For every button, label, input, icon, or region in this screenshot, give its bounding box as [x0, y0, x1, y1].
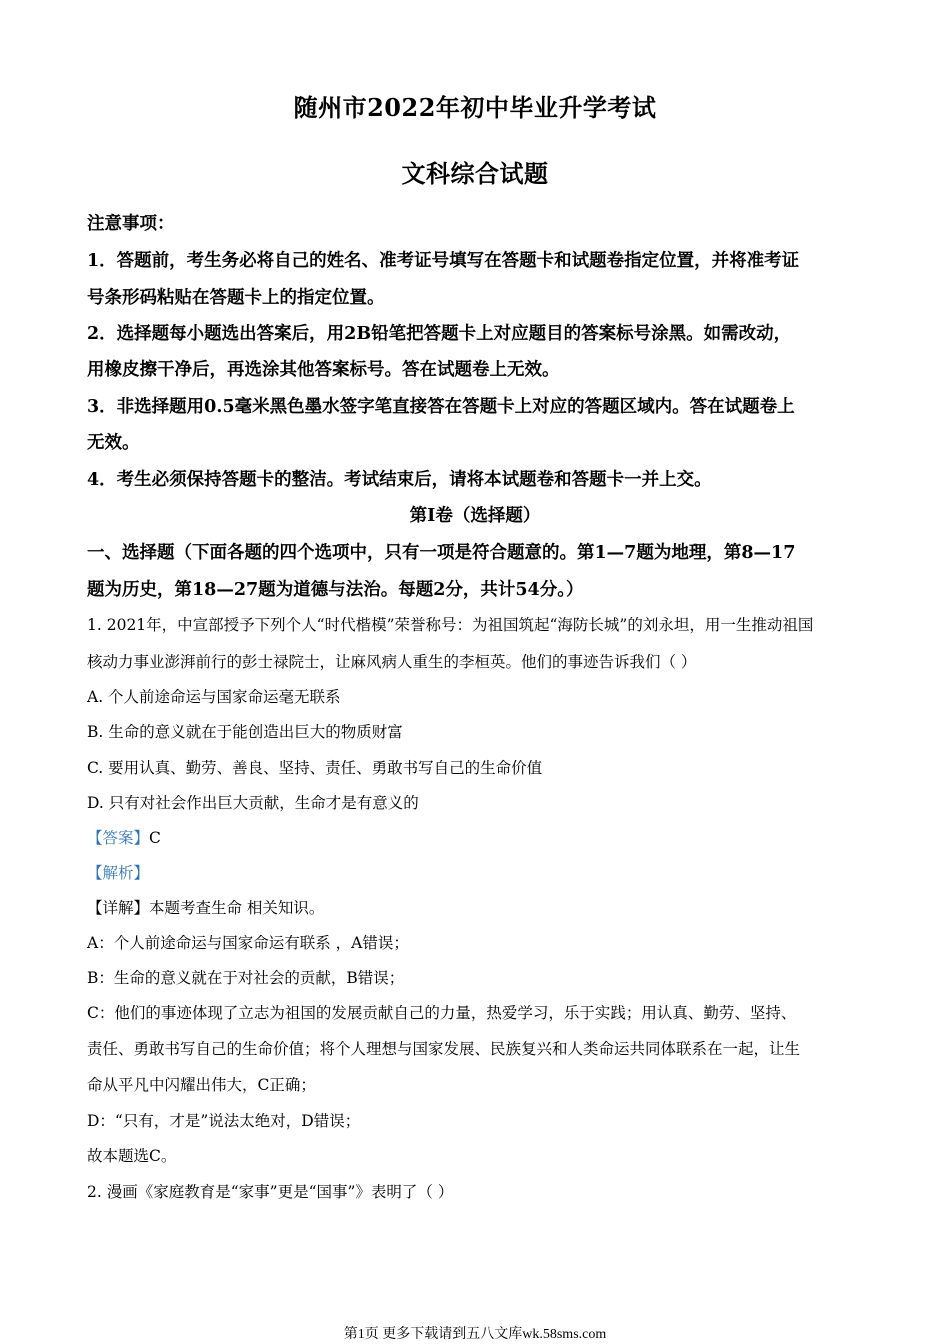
- detail-line: D：“只有，才是”说法太绝对，D错误；: [87, 1112, 361, 1130]
- analysis-tag: 【解析】: [87, 864, 150, 882]
- detail-line: 责任、勇敢书写自己的生命价值；将个人理想与国家发展、民族复兴和人类命运共同体联系在一起，让生: [87, 1040, 801, 1058]
- notice-heading: 注意事项：: [87, 214, 175, 234]
- section-intro-line: 题为历史，第18—27题为道德与法治。每题2分，共计54分。）: [87, 580, 584, 600]
- notice-line: 4．考生必须保持答题卡的整洁。考试结束后，请将本试题卷和答题卡一并上交。: [87, 470, 712, 490]
- question-1-option-a: A. 个人前途命运与国家命运毫无联系: [87, 688, 341, 706]
- answer-tag: 【答案】: [87, 829, 150, 847]
- notice-line: 1．答题前，考生务必将自己的姓名、准考证号填写在答题卡和试题卷指定位置，并将准考证: [87, 251, 800, 271]
- notice-line: 3．非选择题用0.5毫米黑色墨水签字笔直接答在答题卡上对应的答题区域内。答在试题卷上: [87, 397, 795, 417]
- detail-line: 故本题选C。: [87, 1147, 177, 1165]
- detail-line: B：生命的意义就在于对社会的贡献，B错误；: [87, 969, 405, 987]
- answer-line: [87, 826, 867, 848]
- question-1-option-d: D. 只有对社会作出巨大贡献，生命才是有意义的: [87, 794, 419, 812]
- page-footer: 第1页 更多下载请到五八文库wk.58sms.com: [343, 1327, 607, 1342]
- question-1-option-c: C. 要用认真、勤劳、善良、坚持、责任、勇敢书写自己的生命价值: [87, 759, 543, 777]
- exam-subtitle: 文科综合试题: [401, 159, 549, 188]
- notice-line: 无效。: [87, 433, 140, 453]
- answer-value: C: [149, 829, 161, 847]
- section-title: 第I卷（选择题）: [409, 506, 541, 526]
- question-1-stem: 核动力事业澎湃前行的彭士禄院士，让麻风病人重生的李桓英。他们的事迹告诉我们（ ）: [87, 653, 697, 671]
- detail-line: C：他们的事迹体现了立志为祖国的发展贡献自己的力量，热爱学习，乐于实践；用认真、勤劳、坚持、: [87, 1004, 797, 1022]
- question-1-option-b: B. 生命的意义就在于能创造出巨大的物质财富: [87, 723, 403, 741]
- notice-line: 用橡皮擦干净后，再选涂其他答案标号。答在试题卷上无效。: [87, 360, 560, 380]
- detail-line: A：个人前途命运与国家命运有联系 ，A错误；: [87, 934, 409, 952]
- notice-line: 2．选择题每小题选出答案后，用2B铅笔把答题卡上对应题目的答案标号涂黑。如需改动，: [87, 324, 792, 344]
- notice-line: 号条形码粘贴在答题卡上的指定位置。: [87, 288, 385, 308]
- question-2-stem: 2. 漫画《家庭教育是“家事”更是“国事”》表明了（ ）: [87, 1183, 454, 1201]
- section-intro-line: 一、选择题（下面各题的四个选项中，只有一项是符合题意的。第1—7题为地理，第8—17: [87, 543, 796, 563]
- detail-line: 命从平凡中闪耀出伟大，C正确；: [87, 1076, 316, 1094]
- question-1-stem: 1. 2021年，中宣部授予下列个人“时代楷模”荣誉称号：为祖国筑起“海防长城”的刘永坦，用一生推动祖国: [87, 616, 814, 634]
- exam-title: 随州市2022年初中毕业升学考试: [293, 93, 657, 122]
- detail-line: 【详解】本题考查生命 相关知识。: [87, 899, 325, 917]
